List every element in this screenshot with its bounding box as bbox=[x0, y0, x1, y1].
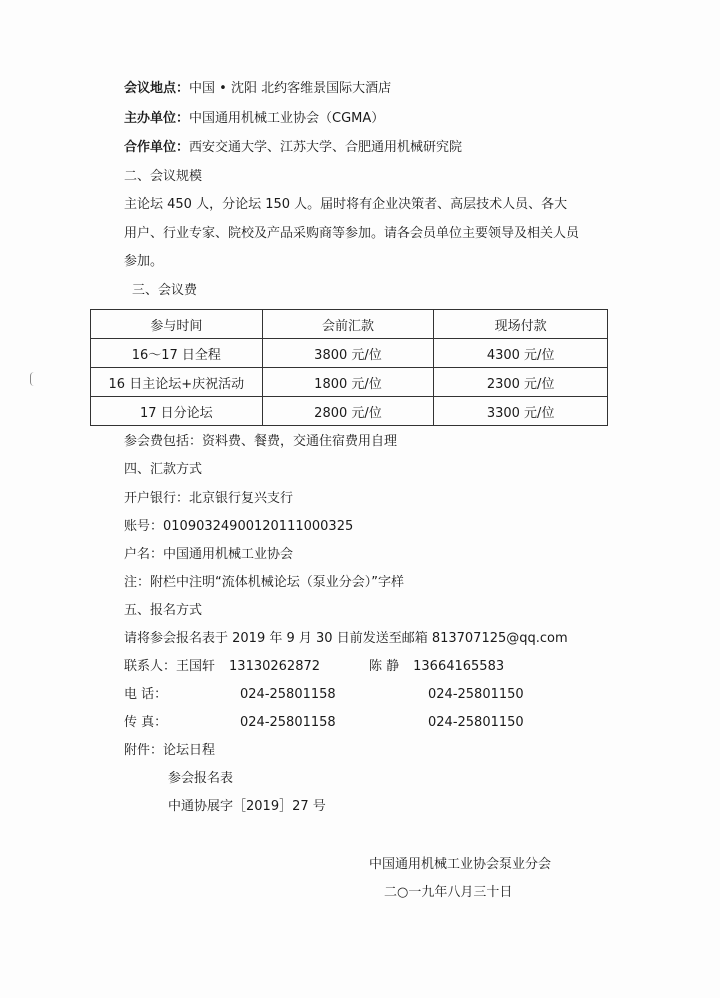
registration-instruction: 请将参会报名表于 2019 年 9 月 30 日前发送至邮箱 813707125@qq.com bbox=[124, 631, 568, 646]
cooperators-value: 西安交通大学、江苏大学、合肥通用机械研究院 bbox=[189, 140, 463, 155]
payment-note: 注：附栏中注明“流体机械论坛（泵业分会）”字样 bbox=[124, 575, 404, 590]
contact1-mobile: 13130262872 bbox=[229, 659, 321, 674]
scale-line-3: 参加。 bbox=[124, 254, 164, 269]
contact-label: 联系人： bbox=[124, 659, 177, 674]
contact2-name: 陈 静 bbox=[369, 659, 400, 674]
contact2-group bbox=[369, 658, 504, 676]
fax-label: 传 真： bbox=[124, 715, 168, 730]
organizer-label: 主办单位： bbox=[124, 111, 190, 126]
cooperators-line bbox=[124, 139, 462, 157]
fees-col-onsite: 现场付款 bbox=[434, 310, 608, 339]
section-scale-heading: 二、会议规模 bbox=[124, 169, 203, 184]
attachments-line bbox=[124, 742, 215, 760]
venue-label: 会议地点： bbox=[124, 81, 190, 96]
phone-1: 024-25801158 bbox=[240, 687, 336, 702]
signature-date: 二○一九年八月三十日 bbox=[384, 885, 513, 900]
payment-bank: 开户银行：北京银行复兴支行 bbox=[124, 491, 294, 506]
scale-line-2: 用户、行业专家、院校及产品采购商等参加。请各会员单位主要领导及相关人员 bbox=[124, 226, 580, 241]
fees-cell-prepay: 3800 元/位 bbox=[262, 339, 434, 368]
fees-header-row bbox=[91, 310, 608, 339]
fax-2: 024-25801150 bbox=[428, 715, 524, 730]
fees-cell-prepay: 1800 元/位 bbox=[262, 368, 434, 397]
scan-artifact bbox=[30, 372, 34, 386]
organizer-value: 中国通用机械工业协会（CGMA） bbox=[189, 111, 385, 126]
venue-line bbox=[124, 80, 391, 98]
section-payment-heading: 四、汇款方式 bbox=[124, 462, 203, 477]
contact1-name: 王国轩 bbox=[176, 659, 216, 674]
table-row bbox=[91, 339, 608, 368]
phone-label: 电 话： bbox=[124, 687, 168, 702]
fees-table bbox=[90, 309, 608, 426]
attachment-item-2: 参会报名表 bbox=[168, 771, 234, 786]
attachments-label: 附件： bbox=[124, 743, 164, 758]
fees-cell-prepay: 2800 元/位 bbox=[262, 397, 434, 426]
phone-2: 024-25801150 bbox=[428, 687, 524, 702]
contact-row bbox=[124, 658, 320, 676]
fax-1: 024-25801158 bbox=[240, 715, 336, 730]
venue-value: 中国 • 沈阳 北约客维景国际大酒店 bbox=[189, 81, 392, 96]
fees-cell-time: 16～17 日全程 bbox=[91, 339, 263, 368]
section-registration-heading: 五、报名方式 bbox=[124, 603, 203, 618]
fees-cell-time: 16 日主论坛+庆祝活动 bbox=[91, 368, 263, 397]
cooperators-label: 合作单位： bbox=[124, 140, 190, 155]
scale-line-1: 主论坛 450 人，分论坛 150 人。届时将有企业决策者、高层技术人员、各大 bbox=[124, 197, 568, 212]
fees-cell-onsite: 2300 元/位 bbox=[434, 368, 608, 397]
section-fees-heading: 三、会议费 bbox=[132, 283, 198, 298]
organizer-line bbox=[124, 110, 384, 128]
table-row bbox=[91, 397, 608, 426]
table-row bbox=[91, 368, 608, 397]
fees-col-time: 参与时间 bbox=[91, 310, 263, 339]
payment-name: 户名：中国通用机械工业协会 bbox=[124, 547, 294, 562]
attachment-item-1: 论坛日程 bbox=[163, 743, 216, 758]
document-number: 中通协展字［2019］27 号 bbox=[168, 799, 326, 814]
contact2-mobile: 13664165583 bbox=[413, 659, 505, 674]
signature-org: 中国通用机械工业协会泵业分会 bbox=[369, 857, 552, 872]
fees-cell-onsite: 4300 元/位 bbox=[434, 339, 608, 368]
fees-includes: 参会费包括：资料费、餐费，交通住宿费用自理 bbox=[124, 434, 398, 449]
fees-cell-onsite: 3300 元/位 bbox=[434, 397, 608, 426]
payment-account: 账号：01090324900120111000325 bbox=[124, 519, 354, 534]
fees-cell-time: 17 日分论坛 bbox=[91, 397, 263, 426]
fees-col-prepay: 会前汇款 bbox=[262, 310, 434, 339]
